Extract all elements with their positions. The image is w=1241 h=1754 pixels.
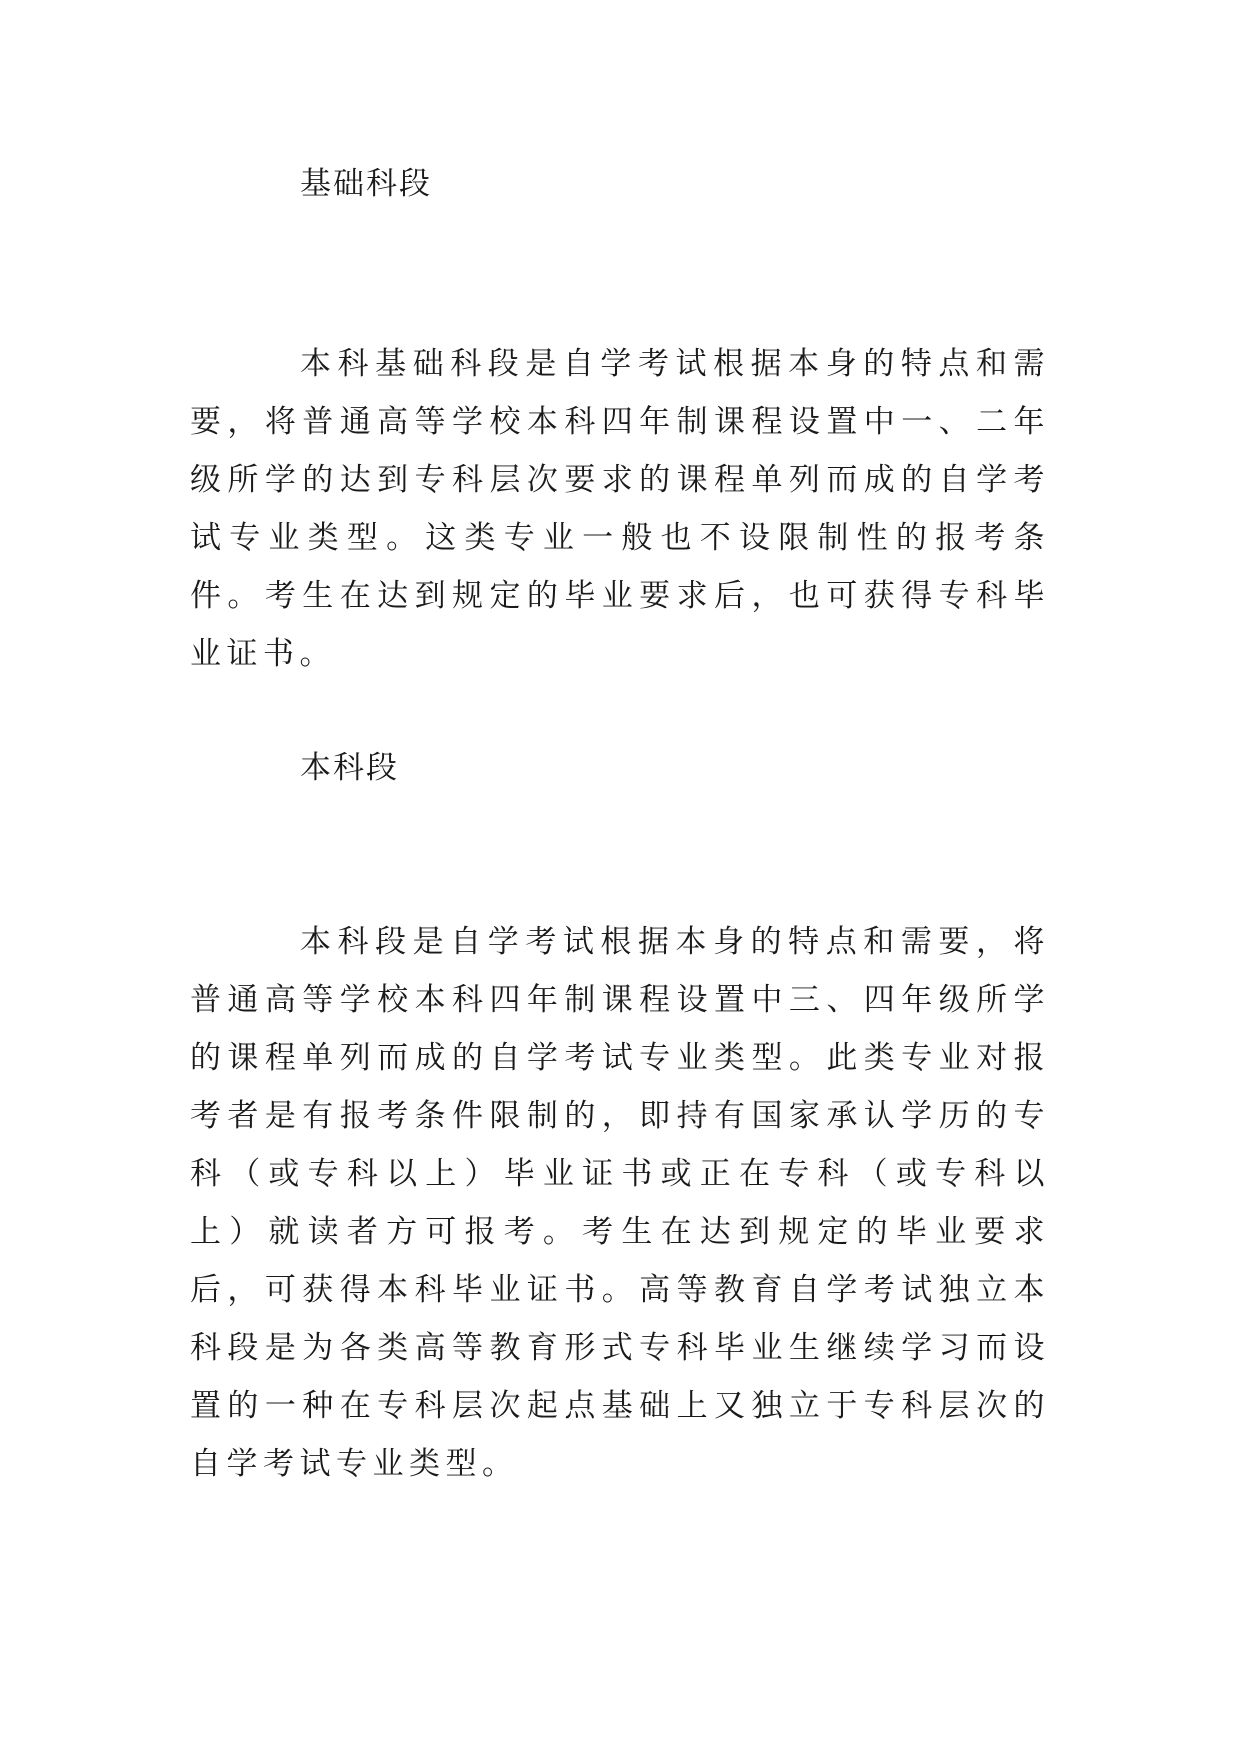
section-paragraph-undergraduate: 本科段是自学考试根据本身的特点和需要，将普通高等学校本科四年制课程设置中三、四年级所学的课程单列而成的自学考试专业类型。此类专业对报考者是有报考条件限制的，即持有国家承认学历的专科（或专科以上）毕业证书或正在专科（或专科以上）就读者方可报考。考生在达到规定的毕业要求后，可获得本科毕业证书。高等教育自学考试独立本科段是为各类高等教育形式专科毕业生继续学习而设置的一种在专科层次起点基础上又独立于专科层次的自学考试专业类型。 xyxy=(190,924,1050,1482)
section-heading-undergraduate: 本科段 xyxy=(300,750,399,786)
section-paragraph-foundation: 本科基础科段是自学考试根据本身的特点和需要，将普通高等学校本科四年制课程设置中一、二年级所学的达到专科层次要求的课程单列而成的自学考试专业类型。这类专业一般也不设限制性的报考条件。考生在达到规定的毕业要求后，也可获得专科毕业证书。 xyxy=(190,346,1050,672)
section-heading-foundation: 基础科段 xyxy=(300,166,432,202)
